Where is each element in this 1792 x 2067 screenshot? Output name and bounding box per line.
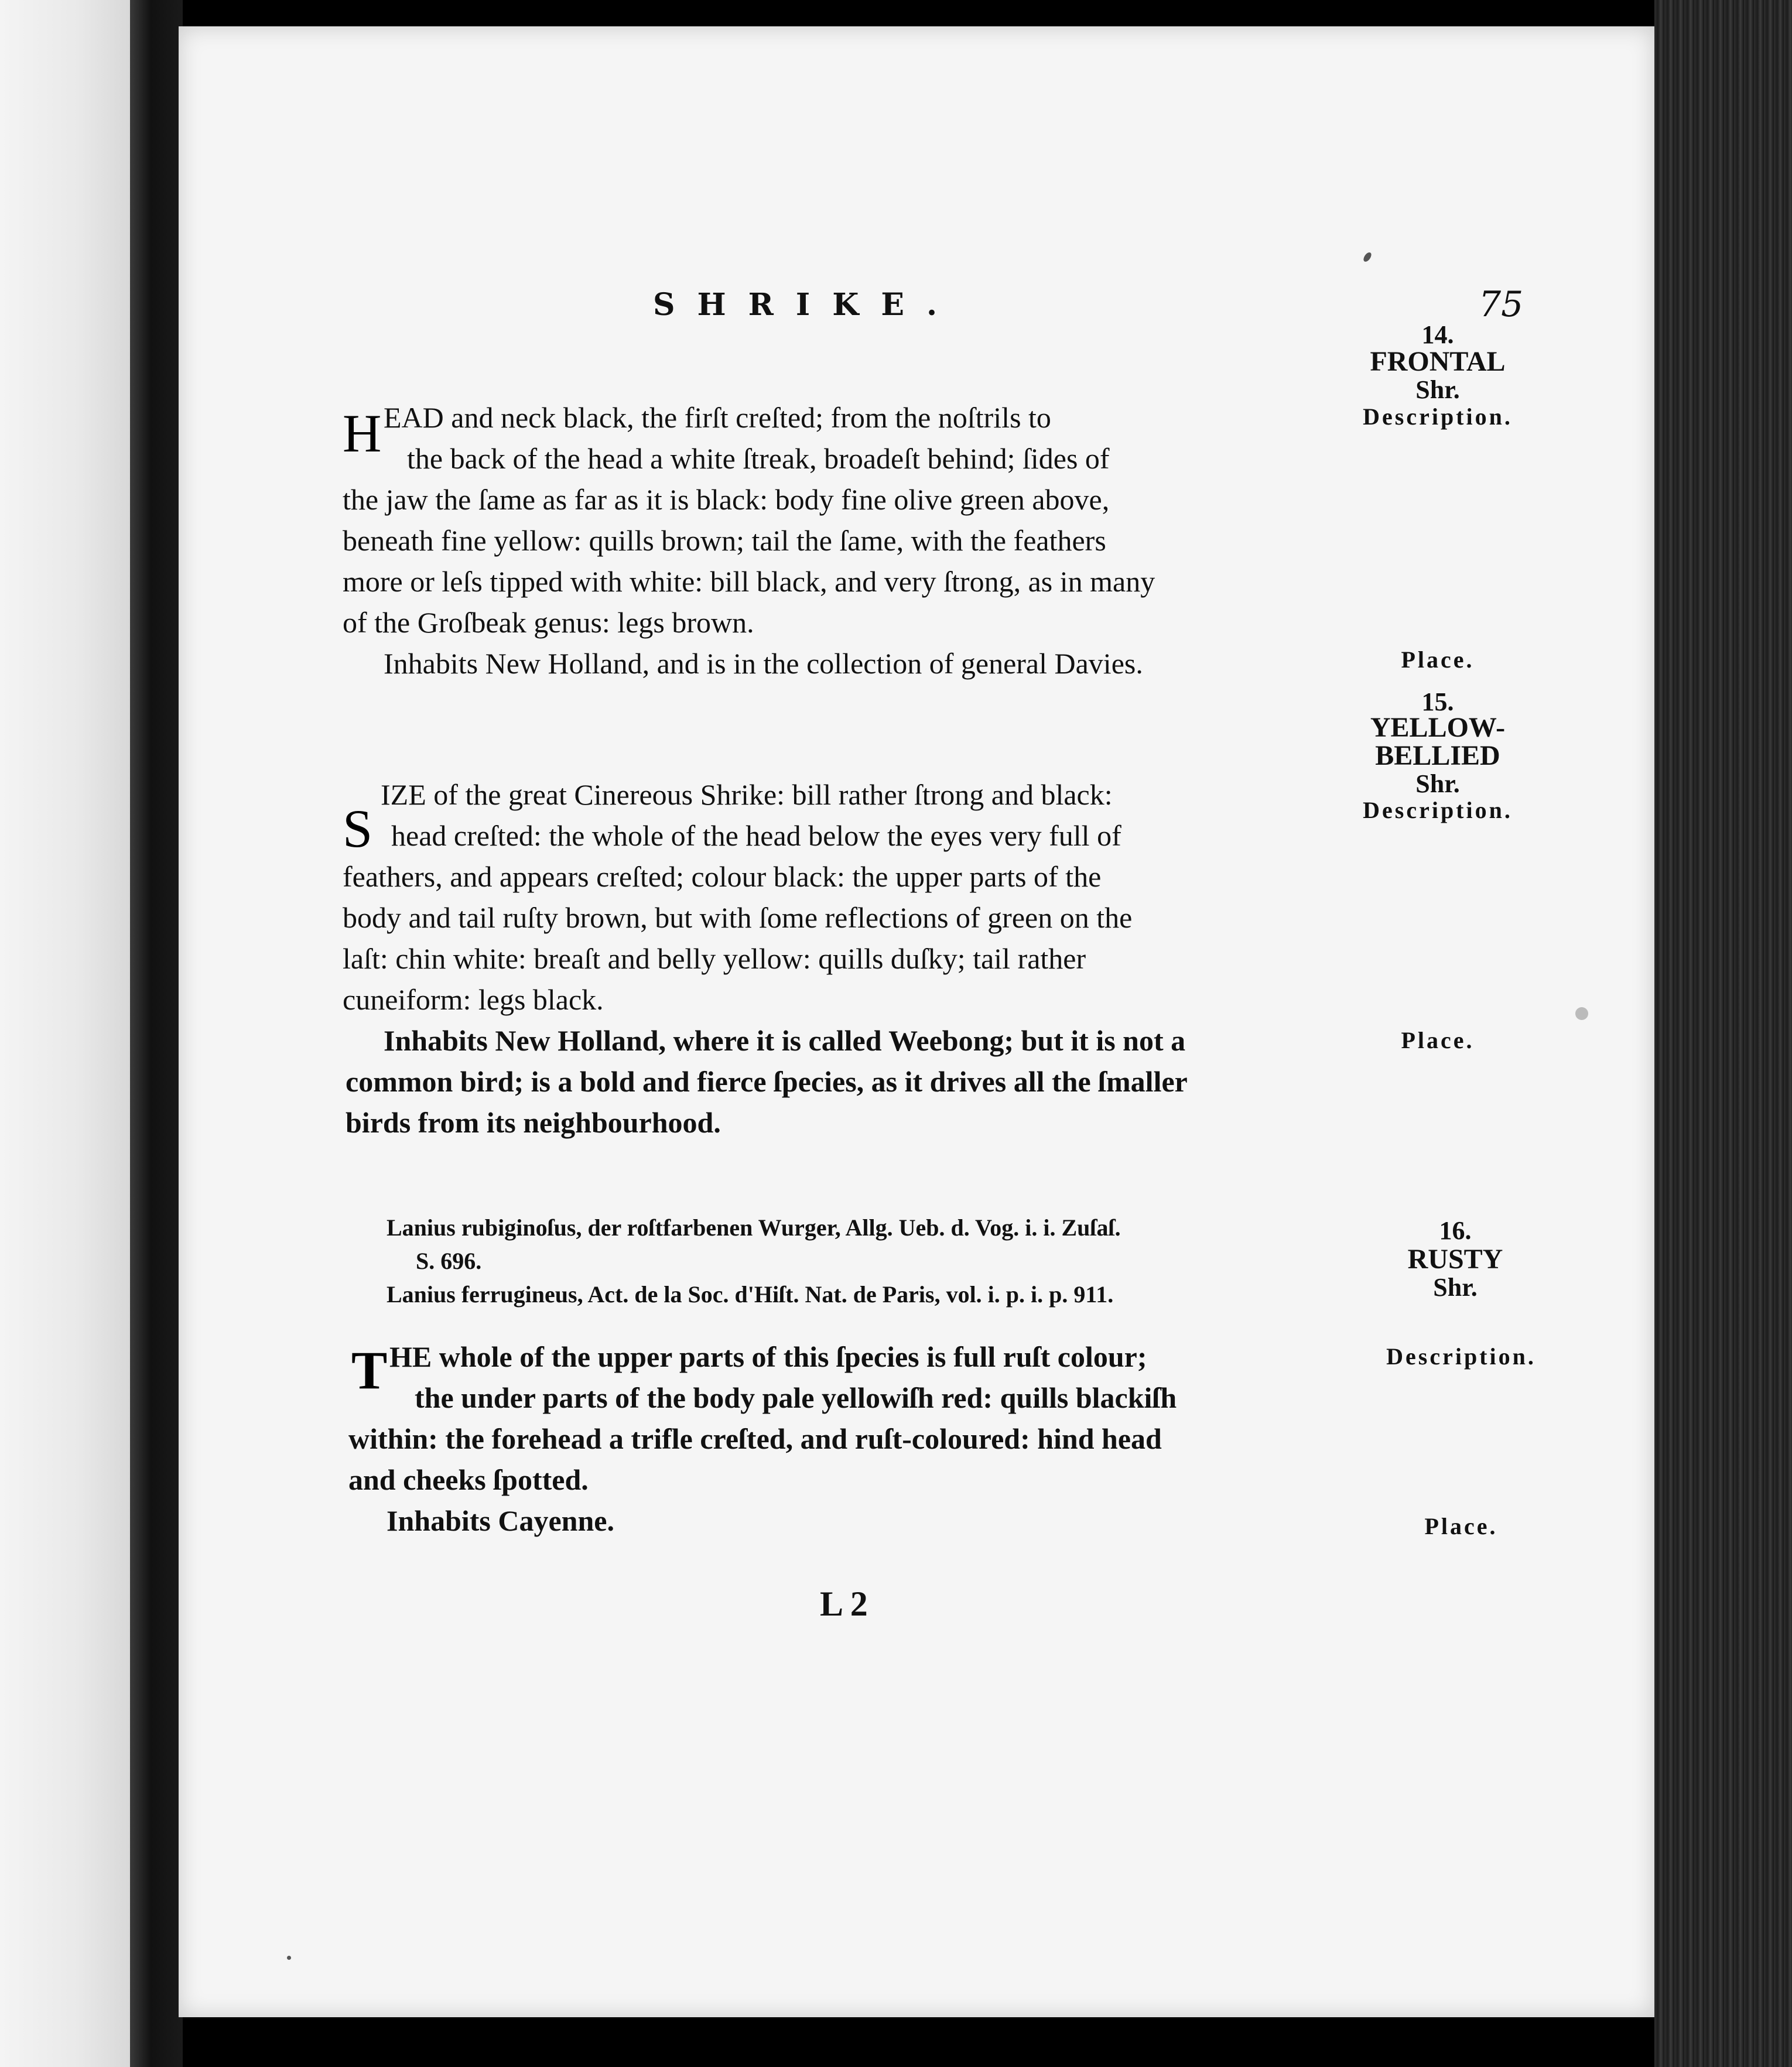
- entry-15-abbrev: Shr.: [1415, 769, 1460, 798]
- entry-14-line-5: more or leſs tipped with white: bill black, and very ſtrong, as in many: [343, 565, 1155, 598]
- entry-14-line-1: EAD and neck black, the firſt creſted; from the noſtrils to: [384, 401, 1051, 434]
- entry-15-name: YELLOW-: [1370, 712, 1506, 743]
- entry-14-place-label: Place.: [1401, 646, 1475, 673]
- page-number: 75: [1479, 284, 1524, 325]
- entry-14-number: 14.: [1421, 320, 1454, 349]
- entry-15-line-6: cuneiform: legs black.: [343, 983, 604, 1016]
- book-gutter: [130, 0, 183, 2067]
- entry-15-place-line-1: Inhabits New Holland, where it is called Weebong; but it is not a: [384, 1024, 1186, 1057]
- entry-15-line-3: feathers, and appears creſted; colour black: the upper parts of the: [343, 860, 1102, 893]
- entry-15-name-line-2: BELLIED: [1375, 740, 1500, 771]
- entry-16-place-text: Inhabits Cayenne.: [387, 1504, 614, 1537]
- entry-16-line-2: the under parts of the body pale yellowiſh red: quills blackiſh: [415, 1381, 1177, 1414]
- entry-14-line-4: beneath fine yellow: quills brown; tail the ſame, with the feathers: [343, 524, 1106, 557]
- entry-15-place-line-2: common bird; is a bold and fierce ſpecies, as it drives all the ſmaller: [346, 1065, 1188, 1098]
- entry-16-citation-3: Lanius ferrugineus, Act. de la Soc. d'Hiſt. Nat. de Paris, vol. i. p. i. p. 911.: [387, 1281, 1114, 1308]
- entry-16-citation-1: Lanius rubiginoſus, der roſtfarbenen Wurger, Allg. Ueb. d. Vog. i. i. Zuſaſ.: [387, 1214, 1121, 1241]
- entry-16-description-label: Description.: [1386, 1343, 1536, 1370]
- entry-15-line-4: body and tail ruſty brown, but with ſome reflections of green on the: [343, 901, 1133, 934]
- entry-16-name: RUSTY: [1407, 1244, 1503, 1275]
- entry-16-abbrev: Shr.: [1433, 1273, 1478, 1302]
- entry-15-place-line-3: birds from its neighbourhood.: [346, 1106, 721, 1139]
- entry-16-citation-2: S. 696.: [416, 1248, 482, 1274]
- entry-16-line-1: HE whole of the upper parts of this ſpecies is full ruſt colour;: [389, 1340, 1147, 1373]
- entry-15-place-label: Place.: [1401, 1027, 1475, 1053]
- entry-15-number: 15.: [1421, 687, 1454, 716]
- paper-speck: [1575, 1007, 1588, 1020]
- paper-speck: [287, 1956, 291, 1960]
- entry-14-place-text: Inhabits New Holland, and is in the collection of general Davies.: [384, 647, 1143, 680]
- entry-14-description-label: Description.: [1363, 403, 1513, 430]
- running-head: SHRIKE.: [653, 287, 960, 323]
- entry-15-description-label: Description.: [1363, 797, 1513, 823]
- entry-14-abbrev: Shr.: [1415, 375, 1460, 404]
- entry-15-line-1: IZE of the great Cinereous Shrike: bill rather ſtrong and black:: [381, 778, 1113, 811]
- entry-14-line-3: the jaw the ſame as far as it is black: body fine olive green above,: [343, 483, 1110, 516]
- entry-16-place-label: Place.: [1424, 1513, 1498, 1539]
- entry-16-line-3: within: the forehead a trifle creſted, and ruſt-coloured: hind head: [348, 1422, 1162, 1455]
- entry-14-name: FRONTAL: [1370, 346, 1506, 377]
- entry-15-line-2: head creſted: the whole of the head below the eyes very full of: [391, 819, 1121, 852]
- entry-16-number: 16.: [1439, 1216, 1472, 1245]
- entry-16-line-4: and cheeks ſpotted.: [348, 1463, 589, 1496]
- entry-15-drop-cap: S: [343, 799, 373, 858]
- page-stack-edge: [1654, 0, 1792, 2067]
- signature-mark: L 2: [820, 1585, 868, 1623]
- entry-14-line-6: of the Groſbeak genus: legs brown.: [343, 606, 754, 639]
- entry-14-line-2: the back of the head a white ſtreak, broadeſt behind; ſides of: [407, 442, 1110, 475]
- entry-14-drop-cap: H: [343, 403, 382, 463]
- entry-16-drop-cap: T: [351, 1340, 388, 1400]
- entry-15-line-5: laſt: chin white: breaſt and belly yellow: quills duſky; tail rather: [343, 942, 1086, 975]
- facing-page-edge: [0, 0, 130, 2067]
